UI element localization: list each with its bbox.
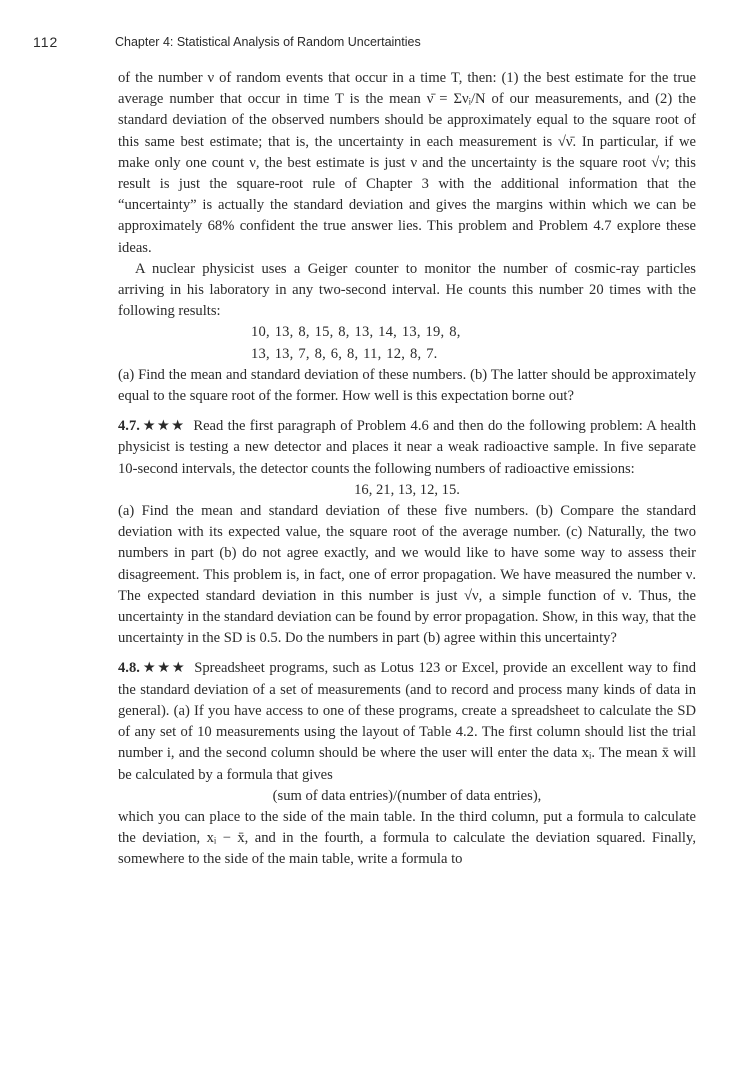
page-body bbox=[118, 68, 696, 871]
paragraph-geiger-counter: A nuclear physicist uses a Geiger counter to monitor the number of cosmic-ray particles arriving in his laboratory in any two-second interval. He counts this number 20 times with the following results: bbox=[118, 260, 696, 320]
paragraph-problem-4-6-questions: (a) Find the mean and standard deviation of these numbers. (b) The latter should be approximately equal to the square root of the former. How well is this expectation borne out? bbox=[118, 366, 696, 405]
problem-4-8 bbox=[118, 658, 696, 785]
problem-4-8-body: which you can place to the side of the main table. In the third column, put a formula to calculate the deviation, xᵢ − x̄, and in the fourth, a formula to calculate the deviation squared. Finally, somewhere to the side of the main table, write a formula to bbox=[118, 808, 696, 868]
problem-4-7-body: (a) Find the mean and standard deviation of these five numbers. (b) Compare the standard deviation with its expected value, the square root of the average number. (c) Naturally, the two numbers in part (b) do not agree exactly, and we would like to have some way to assess their disagreement. This problem is, in fact, one of error propagation. We have measured the number ν. The expected standard deviation in this number is just √ν, a simple function of ν. Thus, the uncertainty in the standard deviation can be found by error propagation. Show, in this way, that the uncertainty in the SD is 0.5. Do the numbers in part (b) agree within this uncertainty? bbox=[118, 503, 696, 647]
problem-4-7-intro: Read the first paragraph of Problem 4.6 and then do the following problem: A health physicist is testing a new detector and places it near a weak radioactive sample. In five separate 10-second intervals, the detector counts the following numbers of radioactive emissions: bbox=[118, 418, 696, 477]
running-head: Chapter 4: Statistical Analysis of Random Uncertainties bbox=[115, 35, 421, 49]
paragraph-problem-4-6-continuation: of the number ν of random events that occur in a time T, then: (1) the best estimate for the true average number that occur in time T is the mean ν̄ = Σνᵢ/N of our measurements, and (2) the standard deviation of the observed numbers should be approximately equal to the square root of this same best estimate; that is, the uncertainty in each measurement is √ν̄. In particular, if we make only one count ν, the best estimate is just ν and the uncertainty is the square root √ν; this result is just the square-root rule of Chapter 3 with the additional information that the “uncertainty” is actually the standard deviation and gives the margins within which we can be approximately 68% confident the true answer lies. This problem and Problem 4.7 explore these ideas. bbox=[118, 70, 696, 256]
page-number: 112 bbox=[33, 34, 59, 50]
data-row-1: 10, 13, 8, 15, 8, 13, 14, 13, 19, 8, bbox=[251, 324, 461, 341]
problem-4-8-intro: Spreadsheet programs, such as Lotus 123 or Excel, provide an excellent way to find the standard deviation of a set of measurements (and to record and process many kinds of data in general). (a) If you have access to one of these programs, create a spreadsheet to calculate the SD of any set of 10 measurements using the layout of Table 4.2. The first column should list the trial number i, and the second column should be where the user will enter the data xᵢ. The mean x̄ will be calculated by a formula that gives bbox=[118, 660, 697, 783]
difficulty-stars-icon: ★★★ bbox=[141, 418, 186, 435]
difficulty-stars-icon: ★★★ bbox=[141, 660, 187, 677]
problem-4-8-formula: (sum of data entries)/(number of data entries), bbox=[272, 787, 542, 804]
problem-4-7 bbox=[118, 416, 696, 480]
data-row-2: 13, 13, 7, 8, 6, 8, 11, 12, 8, 7. bbox=[251, 345, 438, 362]
problem-4-7-data: 16, 21, 13, 12, 15. bbox=[354, 481, 460, 498]
page-header bbox=[33, 34, 689, 54]
problem-number: 4.7. bbox=[118, 418, 140, 435]
problem-number: 4.8. bbox=[118, 660, 140, 677]
